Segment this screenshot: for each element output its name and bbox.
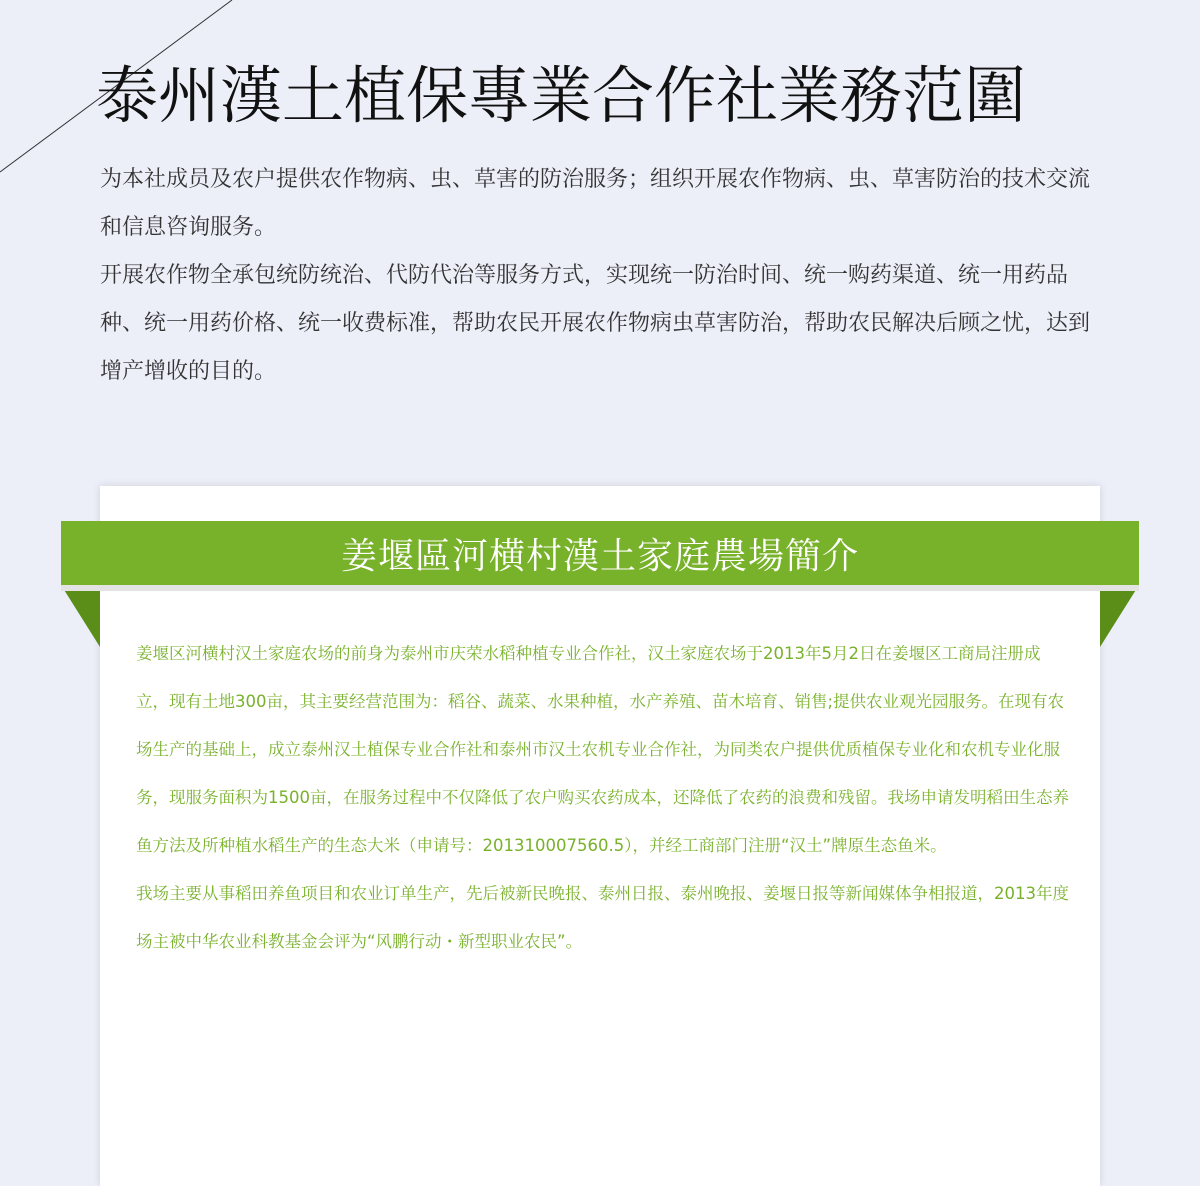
intro-section — [100, 156, 1110, 396]
intro-paragraph-1: 为本社成员及农户提供农作物病、虫、草害的防治服务；组织开展农作物病、虫、草害防治的技术交流和信息咨询服务。 — [100, 167, 1091, 240]
farm-intro-text — [136, 630, 1071, 966]
section-ribbon — [61, 521, 1139, 585]
section-title: 姜堰區河横村漢土家庭農場簡介 — [340, 535, 859, 577]
page-title: 泰州漢土植保專業合作社業務范圍 — [96, 59, 1027, 132]
ribbon-fold-left — [61, 585, 100, 647]
farm-intro-paragraph-2: 我场主要从事稻田养鱼项目和农业订单生产，先后被新民晚报、泰州日报、泰州晚报、姜堰日报等新闻媒体争相报道，2013年度场主被中华农业科教基金会评为“风鹏行动・新型职业农民”。 — [136, 884, 1069, 951]
ribbon-fold-right — [1100, 585, 1139, 647]
farm-intro-paragraph-1: 姜堰区河横村汉土家庭农场的前身为泰州市庆荣水稻种植专业合作社，汉土家庭农场于2013年5月2日在姜堰区工商局注册成立，现有土地300亩，其主要经营范围为：稻谷、蔬菜、水果种植，水产养殖、苗木培育、销售;提供农业观光园服务。在现有农场生产的基础上，成立泰州汉土植保专业合作社和泰州市汉土农机专业合作社，为同类农户提供优质植保专业化和农机专业化服务，现服务面积为1500亩，在服务过程中不仅降低了农户购买农药成本，还降低了农药的浪费和残留。我场申请发明稻田生态养鱼方法及所种植水稻生产的生态大米（申请号：201310007560.5），并经工商部门注册“汉土”牌原生态鱼米。 — [136, 644, 1069, 855]
intro-paragraph-2: 开展农作物全承包统防统治、代防代治等服务方式，实现统一防治时间、统一购药渠道、统一用药品种、统一用药价格、统一收费标准，帮助农民开展农作物病虫草害防治，帮助农民解决后顾之忧，达到增产增收的目的。 — [100, 263, 1091, 384]
